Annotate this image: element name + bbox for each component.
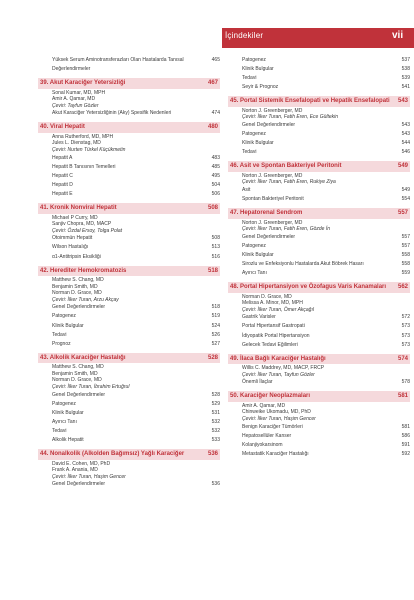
toc-entry-page: 527: [211, 340, 220, 347]
toc-entry[interactable]: [38, 109, 220, 118]
chapter-author: Willis C. Maddrey, MD, MACP, FRCP: [242, 365, 325, 372]
chapter-author: Chinweike Ukomadu, MD, PhD: [242, 409, 311, 416]
toc-entry-title: Prognoz: [52, 340, 71, 347]
chapter-spacer: [228, 350, 410, 353]
toc-entry[interactable]: [228, 260, 410, 269]
toc-entry[interactable]: [38, 253, 220, 262]
toc-entry-title: Ayırıcı Tanı: [242, 270, 267, 277]
toc-entry-page: 581: [401, 423, 410, 430]
chapter-author: Norton J. Greenberger, MD: [242, 107, 303, 114]
toc-entry-page: 532: [211, 418, 220, 425]
chapter-author: Jules L. Dienstag, MD: [52, 140, 101, 147]
toc-entry-title: Seyir & Prognoz: [242, 84, 279, 91]
toc-entry-page: 506: [211, 191, 220, 198]
toc-entry-title: Yüksek Serum Aminotransferazları Olan Hastalarda Tanısal Değerlendirmeler: [52, 57, 184, 73]
toc-entry[interactable]: [38, 436, 220, 445]
chapter-author: Benjamin Smith, MD: [52, 370, 98, 377]
toc-entry-page: 495: [211, 172, 220, 179]
chapter-translator: Çeviri: İlker Turan, Fatih Eren, Rukiye Ziya: [242, 179, 336, 186]
toc-entry[interactable]: [228, 242, 410, 251]
chapter-title: 42. Herediter Hemokromatozis: [40, 267, 127, 274]
toc-entry[interactable]: [228, 195, 410, 204]
toc-entry[interactable]: [38, 163, 220, 172]
chapter-author: Benjamin Smith, MD: [52, 283, 98, 290]
toc-entry-title: Genel Değerlendirmeler: [52, 481, 106, 488]
toc-entry[interactable]: [38, 243, 220, 252]
toc-entry-page: 537: [401, 57, 410, 63]
toc-entry-title: Hepatit A: [52, 154, 73, 161]
toc-entry[interactable]: [228, 65, 410, 74]
chapter-heading[interactable]: [228, 391, 410, 401]
toc-entry[interactable]: [38, 409, 220, 418]
chapter-translator: Çeviri: İlker Turan, Fatih Eren, Ece Gültekin: [242, 114, 339, 121]
toc-entry-title: Wilson Hastalığı: [52, 244, 89, 251]
toc-entry-page: 558: [401, 261, 410, 267]
chapter-heading[interactable]: [228, 96, 410, 106]
chapter-heading[interactable]: [228, 282, 410, 292]
toc-entry-page: 592: [401, 450, 410, 457]
chapter-author: Norman D. Grace, MD: [52, 290, 102, 297]
chapter-heading[interactable]: [38, 353, 220, 363]
toc-entry[interactable]: [38, 303, 220, 312]
toc-entry-title: Otoimmün Hepatit: [52, 235, 93, 242]
chapter-page: 581: [397, 393, 408, 400]
chapter-spacer: [228, 204, 410, 207]
toc-entry-page: 591: [401, 441, 410, 448]
toc-entry-title: Genel Değerlendirmeler: [242, 233, 296, 240]
toc-entry-page: 557: [401, 233, 410, 240]
toc-entry-page: 549: [401, 186, 410, 193]
toc-entry-title: Tedavi: [242, 149, 257, 156]
toc-entry-title: Önemli İlaçlar: [242, 379, 273, 386]
toc-entry[interactable]: [38, 154, 220, 163]
toc-entry-title: Patogenez: [242, 131, 266, 138]
chapter-translator: Çeviri: İlker Turan, Haşim Gencer: [52, 473, 126, 480]
chapter-spacer: [38, 118, 220, 121]
toc-entry-page: 544: [401, 140, 410, 147]
chapter-spacer: [38, 74, 220, 77]
toc-entry-page: 538: [401, 66, 410, 73]
toc-entry-title: Gelecek Tedavi Eğilimleri: [242, 341, 298, 348]
toc-entry-page: 578: [401, 379, 410, 386]
toc-entry-page: 572: [401, 314, 410, 321]
toc-entry-title: Patogenez: [52, 400, 76, 407]
toc-entry[interactable]: [38, 322, 220, 331]
toc-entry[interactable]: [228, 148, 410, 157]
toc-entry[interactable]: [228, 378, 410, 387]
chapter-author: Norman D. Grace, MD: [242, 293, 292, 300]
toc-entry-page: 526: [211, 331, 220, 338]
chapter-author: Norton J. Greenberger, MD: [242, 172, 303, 179]
toc-entry-page: 504: [211, 181, 220, 188]
chapter-heading[interactable]: [38, 122, 220, 132]
toc-entry-page: 524: [211, 322, 220, 329]
toc-entry-title: Klinik Bulgular: [242, 251, 274, 258]
chapter-title: 41. Kronik Nonviral Hepatit: [40, 205, 117, 212]
toc-entry[interactable]: [228, 83, 410, 92]
toc-entry-title: Asit: [242, 186, 251, 193]
toc-entry[interactable]: [228, 341, 410, 350]
chapter-page: 557: [397, 210, 408, 217]
toc-entry[interactable]: [228, 130, 410, 139]
chapter-translator: Çeviri: İlker Turan, Arzu Akçay: [52, 296, 119, 303]
chapter-heading[interactable]: [38, 203, 220, 213]
toc-entry[interactable]: [228, 432, 410, 441]
toc-entry[interactable]: [228, 56, 410, 65]
toc-entry-title: Ayırıcı Tanı: [52, 418, 77, 425]
toc-entry-title: Akut Karaciğer Yetersizliğinin (Aky) Spesifik Nedenleri: [52, 110, 172, 117]
chapter-heading[interactable]: [38, 266, 220, 276]
toc-entry-page: 528: [211, 391, 220, 398]
toc-entry-page: 532: [211, 428, 220, 434]
toc-entry-page: 558: [401, 251, 410, 258]
toc-entry[interactable]: [228, 139, 410, 148]
chapter-title: 50. Karaciğer Neoplazmaları: [230, 393, 311, 400]
chapter-heading[interactable]: [228, 354, 410, 364]
toc-entry-title: Hepatosellüler Kanser: [242, 432, 292, 439]
chapter-title: 48. Portal Hipertansiyon ve Özofagus Varis Kanamaları: [230, 284, 387, 291]
chapter-author: David E. Cohen, MD, PhD: [52, 460, 111, 467]
chapter-spacer: [228, 92, 410, 95]
toc-entry[interactable]: [38, 427, 220, 436]
chapter-spacer: [38, 445, 220, 448]
chapter-title: 47. Hepatorenal Sendrom: [230, 210, 303, 217]
toc-entry[interactable]: [228, 450, 410, 459]
toc-entry-title: Klinik Bulgular: [52, 322, 84, 329]
chapter-title: 40. Viral Hepatit: [40, 124, 85, 131]
toc-entry[interactable]: [228, 441, 410, 450]
toc-entry-page: 559: [401, 270, 410, 277]
chapter-translator: Çeviri: İlker Turan, Haşim Gencer: [242, 416, 316, 423]
chapter-page: 562: [397, 284, 408, 291]
chapter-author: Michael P Curry, MD: [52, 214, 98, 221]
toc-entry-page: 474: [211, 110, 220, 117]
chapter-spacer: [38, 349, 220, 352]
chapter-author: Amir A. Qamar, MD: [242, 402, 286, 409]
toc-entry-title: Genel Değerlendirmeler: [52, 304, 106, 311]
chapter-title: 46. Asit ve Spontan Bakteriyel Peritonit: [230, 163, 342, 170]
toc-entry-title: Hepatit E: [52, 191, 73, 198]
toc-entry-title: Hepatit C: [52, 172, 73, 179]
toc-entry[interactable]: [38, 172, 220, 181]
toc-entry[interactable]: [38, 340, 220, 349]
toc-entry-page: 531: [211, 409, 220, 416]
toc-entry-title: Patogenez: [52, 313, 76, 320]
toc-entry-title: Kolanjiyokarsinom: [242, 441, 283, 448]
toc-entry-page: 573: [401, 341, 410, 348]
toc-entry[interactable]: [228, 332, 410, 341]
toc-entry-title: Tedavi: [242, 75, 257, 82]
toc-entry[interactable]: [38, 400, 220, 409]
toc-entry-page: 533: [211, 437, 220, 444]
toc-entry-title: Patogenez: [242, 242, 266, 249]
toc-entry[interactable]: [38, 391, 220, 400]
toc-entry[interactable]: [38, 480, 220, 489]
toc-entry-title: Hepatit D: [52, 181, 73, 188]
toc-entry[interactable]: [38, 56, 220, 74]
toc-entry[interactable]: [228, 313, 410, 322]
chapter-title: 49. İlaca Bağlı Karaciğer Hastalığı: [230, 355, 326, 362]
toc-entry-title: Patogenez: [242, 57, 266, 63]
toc-entry-title: Sirozlu ve Enfeksiyonlu Hastalarda Akut Böbrek Hasarı: [242, 261, 364, 267]
chapter-page: 574: [397, 355, 408, 362]
toc-entry-title: Tedavi: [52, 331, 67, 338]
toc-entry-title: İdiyopatik Portal Hipertansiyon: [242, 332, 310, 339]
chapter-spacer: [38, 262, 220, 265]
chapter-translator: Çeviri: İlker Turan, Ömer Akçağıl: [242, 306, 314, 313]
toc-entry[interactable]: [38, 331, 220, 340]
toc-entry-title: Alkolik Hepatit: [52, 437, 84, 444]
toc-entry[interactable]: [228, 251, 410, 260]
toc-entry-page: 586: [401, 432, 410, 439]
toc-entry-title: Genel Değerlendirmeler: [52, 391, 106, 398]
toc-entry-page: 573: [401, 323, 410, 330]
toc-entry-page: 513: [211, 244, 220, 251]
chapter-page: 518: [207, 267, 218, 274]
toc-entry-title: Tedavi: [52, 428, 67, 434]
toc-entry-title: Klinik Bulgular: [52, 409, 84, 416]
page-number: vii: [392, 30, 404, 41]
toc-entry[interactable]: [38, 181, 220, 190]
chapter-author: Anna Rutherford, MD, MPH: [52, 133, 114, 140]
chapter-translator: Çeviri: Tayfun Gözler: [52, 102, 99, 109]
toc-entry-page: 541: [401, 84, 410, 91]
toc-entry-page: 508: [211, 235, 220, 242]
chapter-page: 528: [207, 354, 218, 361]
chapter-page: 543: [397, 98, 408, 105]
toc-entry-title: Genel Değerlendirmeler: [242, 121, 296, 128]
chapter-heading[interactable]: [38, 449, 220, 459]
chapter-spacer: [228, 157, 410, 160]
chapter-page: 480: [207, 124, 218, 131]
chapter-page: 467: [207, 80, 218, 87]
toc-entry-title: Klinik Bulgular: [242, 66, 274, 73]
toc-entry[interactable]: [228, 186, 410, 195]
chapter-author: Matthew S. Chang, MD: [52, 364, 104, 371]
toc-entry-title: Hepatit B Tanısının Temelleri: [52, 163, 116, 170]
chapter-title: 43. Alkolik Karaciğer Hastalığı: [40, 354, 126, 361]
toc-entry-page: 536: [211, 481, 220, 488]
toc-entry-page: 516: [211, 253, 220, 260]
toc-entry[interactable]: [228, 322, 410, 331]
toc-entry-page: 573: [401, 332, 410, 339]
chapter-author: Amir A. Qamar, MD: [52, 96, 96, 103]
toc-entry-page: 518: [211, 304, 220, 311]
toc-entry-page: 519: [211, 313, 220, 320]
toc-entry-title: α1-Antitripsin Eksikliği: [52, 253, 101, 260]
chapter-translator: Çeviri: Nurten Türkel Küçükmetin: [52, 147, 126, 154]
toc-column-left: [38, 56, 220, 489]
chapter-title: 39. Akut Karaciğer Yetersizliği: [40, 80, 126, 87]
chapter-author: Matthew S. Chang, MD: [52, 277, 104, 283]
chapter-author: Sonal Kumar, MD, MPH: [52, 89, 106, 96]
chapter-spacer: [38, 199, 220, 202]
toc-entry[interactable]: [228, 423, 410, 432]
toc-entry-page: 529: [211, 400, 220, 407]
chapter-author: Frank A. Anania, MD: [52, 467, 98, 474]
chapter-heading[interactable]: [38, 78, 220, 88]
toc-entry-page: 539: [401, 75, 410, 82]
chapter-spacer: [228, 278, 410, 281]
chapter-translator: Çeviri: Özdal Ersoy, Tolga Polat: [52, 227, 123, 234]
toc-entry-title: Portal Hipertansif Gastropati: [242, 323, 305, 330]
chapter-title: 44. Nonalkolik (Alkolden Bağımsız) Yağlı Karaciğer: [40, 451, 185, 458]
chapter-translator: Çeviri: İlker Turan, Fatih Eren, Gözde İn: [242, 226, 330, 233]
toc-entry-page: 485: [211, 163, 220, 170]
toc-entry-page: 543: [401, 121, 410, 128]
toc-entry-page: 554: [401, 196, 410, 203]
chapter-page: 549: [397, 163, 408, 170]
toc-entry[interactable]: [228, 121, 410, 130]
toc-entry[interactable]: [38, 234, 220, 243]
toc-entry-title: Gastrik Varisler: [242, 314, 276, 321]
toc-entry-title: Metastatik Karaciğer Hastalığı: [242, 450, 309, 457]
chapter-title: 45. Portal Sistemik Ensefalopati ve Hepatik Ensefalopati: [230, 98, 390, 105]
toc-entry-page: 483: [211, 154, 220, 161]
chapter-translator: Çeviri: İlker Turan, Tayfun Gözler: [242, 371, 315, 378]
chapter-page: 536: [207, 451, 218, 458]
toc-entry[interactable]: [38, 190, 220, 199]
chapter-heading[interactable]: [228, 161, 410, 171]
toc-entry[interactable]: [228, 74, 410, 83]
toc-entry[interactable]: [38, 418, 220, 427]
chapter-translator: Çeviri: İlker Turan, İbrahim Ertuğrul: [52, 384, 130, 391]
toc-column-right: [228, 56, 410, 459]
chapter-author: Sanjiv Chopra, MD, MACP: [52, 221, 112, 228]
toc-entry-page: 546: [401, 149, 410, 156]
chapter-page: 508: [207, 205, 218, 212]
chapter-spacer: [228, 387, 410, 390]
page-header-title: İçindekiler: [225, 31, 264, 40]
toc-entry-page: 465: [211, 57, 220, 63]
toc-entry[interactable]: [38, 312, 220, 321]
chapter-heading[interactable]: [228, 208, 410, 218]
toc-entry[interactable]: [228, 233, 410, 242]
toc-entry-title: Spontan Bakteriyel Peritonit: [242, 196, 304, 203]
chapter-author: Norman D. Grace, MD: [52, 377, 102, 384]
toc-entry-title: Klinik Bulgular: [242, 140, 274, 147]
toc-entry-page: 543: [401, 131, 410, 138]
chapter-author: Norton J. Greenberger, MD: [242, 219, 303, 226]
chapter-author: Melissa A. Minor, MD, MPH: [242, 300, 303, 307]
toc-entry-page: 557: [401, 242, 410, 249]
toc-entry-title: Benign Karaciğer Tümörleri: [242, 423, 303, 430]
toc-entry[interactable]: [228, 269, 410, 278]
